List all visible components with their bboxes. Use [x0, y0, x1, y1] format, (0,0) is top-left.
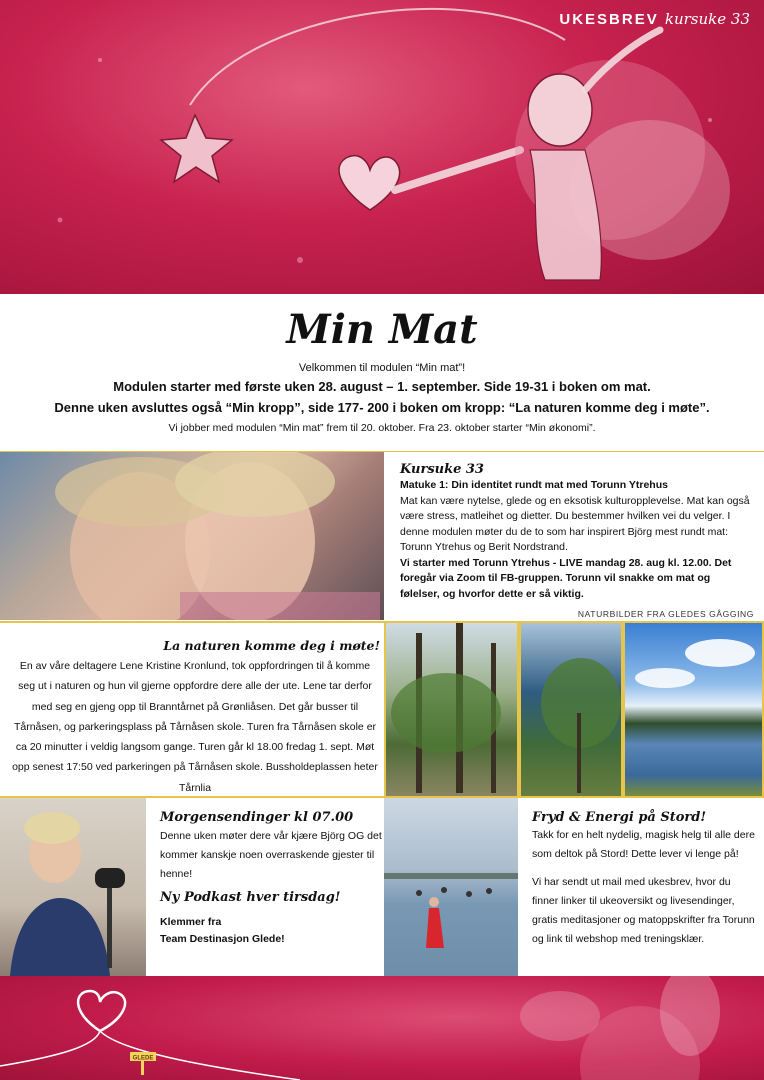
nature-photo-forest — [384, 621, 519, 798]
podcast-heading: Ny Podkast hver tirsdag! — [160, 890, 341, 905]
heart-outline-icon — [78, 991, 125, 1031]
kursuke-live-info: Vi starter med Torunn Ytrehus - LIVE mandag 28. aug kl. 12.00. Det foregår via Zoom til FB-gruppen. Torunn vil snakke om mat og følelser, og hvorfor dette er så viktig. — [400, 556, 732, 600]
stord-section — [532, 810, 758, 958]
fairy-illustration — [0, 0, 764, 294]
nature-photo-lake-shore — [519, 621, 623, 798]
photo-sea-swimming — [384, 798, 518, 976]
stord-info: Vi har sendt ut mail med ukesbrev, hvor du finner linker til ukeoversikt og livesendinger, gratis meditasjoner og matoppskrifter fra Torunn og link til webshop med treningsklær. — [532, 876, 755, 945]
kursuke-body: Mat kan være nytelse, glede og en eksotisk kulturopplevelse. Mat kan også være stress, matleihet og dietter. Du bestemmer hvilken vei du velger. I denne modulen møter du de to som har inspirert Björg mest rundt mat: Torunn Ytrehus og Berit Nordstrand. — [400, 494, 750, 553]
page-title: Min Mat — [286, 306, 478, 353]
footer-illustration — [0, 976, 764, 1080]
morning-body: Denne uken møter dere vår kjære Björg OG det kommer kanskje noen overraskende gjester til henne! — [160, 830, 382, 880]
intro-module-start: Modulen starter med første uken 28. august – 1. september. Side 19-31 i boken om mat. — [113, 379, 651, 394]
intro-welcome: Velkommen til modulen “Min mat”! — [298, 362, 466, 374]
star-shape — [161, 115, 232, 182]
heart-shape — [339, 156, 400, 210]
photo-podcast-host — [0, 798, 146, 976]
sign-text: GLEDE — [132, 1055, 154, 1062]
clouds — [625, 623, 764, 798]
signature-line1: Klemmer fra — [160, 916, 222, 928]
kursuke-heading: Kursuke 33 — [400, 462, 484, 477]
forest-trees — [386, 623, 519, 798]
intro-body-module: Denne uken avsluttes også “Min kropp”, side 177- 200 i boken om kropp: “La naturen komme deg i møte”. — [54, 400, 710, 415]
swimmers — [384, 798, 518, 976]
photo-placeholder — [0, 452, 384, 620]
stord-thanks: Takk for en helt nydelig, magisk helg til alle dere som deltok på Stord! Dette lever vi lenge på! — [532, 829, 755, 860]
photo-credit: NATURBILDER FRA GLEDES GÅGGING — [577, 609, 754, 619]
intro-schedule: Vi jobber med modulen “Min mat” frem til 20. oktober. Fra 23. oktober starter “Min økonomi”. — [168, 422, 596, 434]
nature-body: En av våre deltagere Lene Kristine Kronlund, tok oppfordringen til å komme seg ut i naturen og hun vil gjerne oppfordre dere alle der ute. Lene tar derfor med seg en gjeng opp til Branntårnet på Grønliåsen. Det går busser til Tårnåsen, og parkeringsplass på Tårnåsen skole. Turen fra Tårnåsen skole er ca 20 minutter i veldig langsom gange. Turen går kl 18.00 fredag 1. sept. Møt opp senest 17:50 ved parkeringen på Tårnåsen skole. Bussholdeplassen heter Tårnlia — [12, 660, 378, 794]
morning-heading: Morgensendinger kl 07.00 — [160, 810, 354, 825]
footer-decoration — [0, 976, 764, 1080]
host-silhouette — [0, 798, 146, 976]
photo-two-women — [0, 452, 384, 620]
nature-heading: La naturen komme deg i møte! — [163, 638, 380, 653]
stord-heading: Fryd & Energi på Stord! — [532, 810, 707, 825]
lake-tree — [521, 623, 623, 798]
hero-illustration — [0, 0, 764, 294]
newsletter-label — [559, 10, 750, 28]
morning-broadcast-section — [160, 810, 382, 948]
kursuke-subheading: Matuke 1: Din identitet rundt mat med Torunn Ytrehus — [400, 479, 668, 491]
kursuke-section — [400, 462, 752, 602]
issue-label: kursuke 33 — [664, 10, 750, 28]
newsletter-name: UKESBREV — [559, 11, 659, 28]
nature-photo-lake-view — [623, 621, 764, 798]
signature-line2: Team Destinasjon Glede! — [160, 933, 285, 945]
